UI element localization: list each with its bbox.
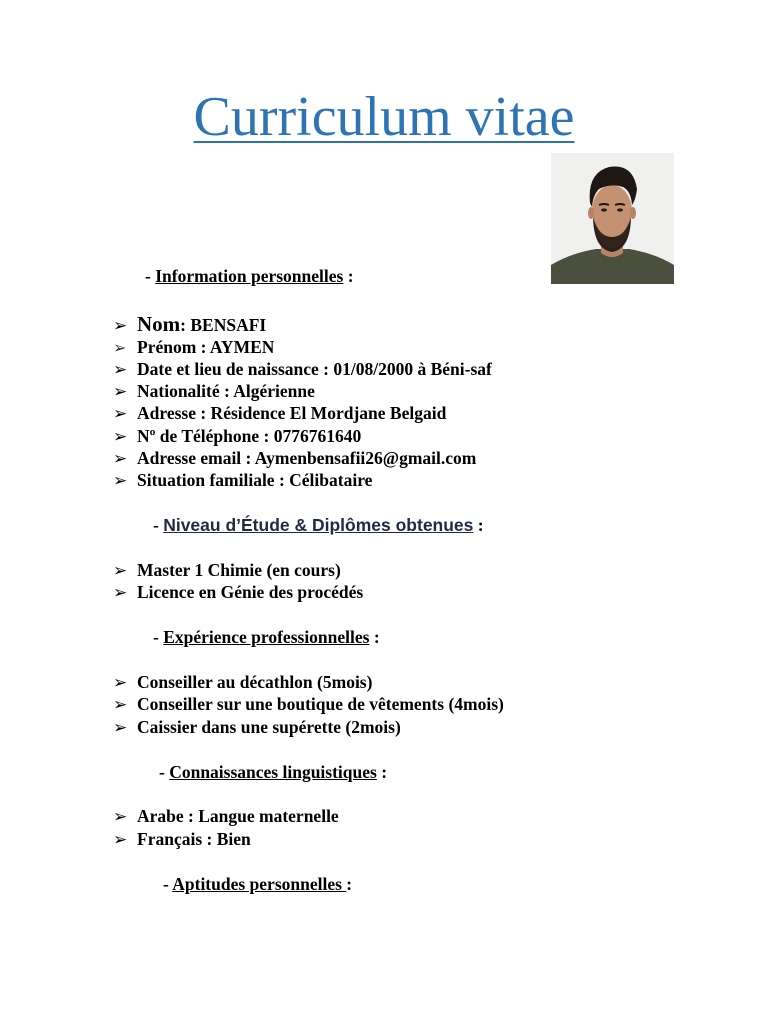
bullet-arrow-icon: ➢ <box>113 316 128 336</box>
list-item: ➢ Master 1 Chimie (en cours) <box>113 560 341 581</box>
bullet-arrow-icon: ➢ <box>113 427 128 447</box>
bullet-arrow-icon: ➢ <box>113 561 128 581</box>
bullet-arrow-icon: ➢ <box>113 449 128 469</box>
bullet-arrow-icon: ➢ <box>113 807 128 827</box>
bullet-arrow-icon: ➢ <box>113 382 128 402</box>
bullet-arrow-icon: ➢ <box>113 830 128 850</box>
list-item: ➢ Arabe : Langue maternelle <box>113 806 339 827</box>
list-item: ➢ Caissier dans une supérette (2mois) <box>113 717 401 738</box>
list-item: ➢ Français : Bien <box>113 829 251 850</box>
bullet-arrow-icon: ➢ <box>113 404 128 424</box>
document-title: Curriculum vitae <box>193 86 575 148</box>
list-item-prenom: ➢ Prénom : AYMEN <box>113 337 275 357</box>
bullet-arrow-icon: ➢ <box>113 360 128 380</box>
list-item: ➢ Licence en Génie des procédés <box>113 582 364 603</box>
bullet-arrow-icon: ➢ <box>113 338 127 357</box>
bullet-arrow-icon: ➢ <box>113 718 128 738</box>
profile-photo <box>551 153 674 284</box>
list-item-family: ➢ Situation familiale : Célibataire <box>113 470 373 491</box>
list-item: ➢ Conseiller au décathlon (5mois) <box>113 672 373 693</box>
list-item-email: ➢ Adresse email : Aymenbensafii26@gmail.com <box>113 448 477 469</box>
section-heading-languages: - Connaissances linguistiques : <box>159 762 388 782</box>
list-item: ➢ Conseiller sur une boutique de vêtements (4mois) <box>113 694 504 715</box>
section-heading-personal: - Information personnelles : <box>145 266 354 286</box>
bullet-arrow-icon: ➢ <box>113 673 128 693</box>
list-item-phone: ➢ Nº de Téléphone : 0776761640 <box>113 426 362 447</box>
bullet-arrow-icon: ➢ <box>113 695 128 715</box>
list-item-address: ➢ Adresse : Résidence El Mordjane Belgaid <box>113 403 447 424</box>
section-heading-aptitudes: - Aptitudes personnelles : <box>163 874 353 894</box>
section-heading-education: - Niveau d’Étude & Diplômes obtenues : <box>153 515 484 535</box>
bullet-arrow-icon: ➢ <box>113 471 128 491</box>
bullet-arrow-icon: ➢ <box>113 583 128 603</box>
list-item-birth: ➢ Date et lieu de naissance : 01/08/2000 à Béni-saf <box>113 359 492 380</box>
section-heading-experience: - Expérience professionnelles : <box>153 627 380 647</box>
list-item-nationality: ➢ Nationalité : Algérienne <box>113 381 315 402</box>
list-item-nom: ➢ Nom : BENSAFI <box>113 312 267 336</box>
